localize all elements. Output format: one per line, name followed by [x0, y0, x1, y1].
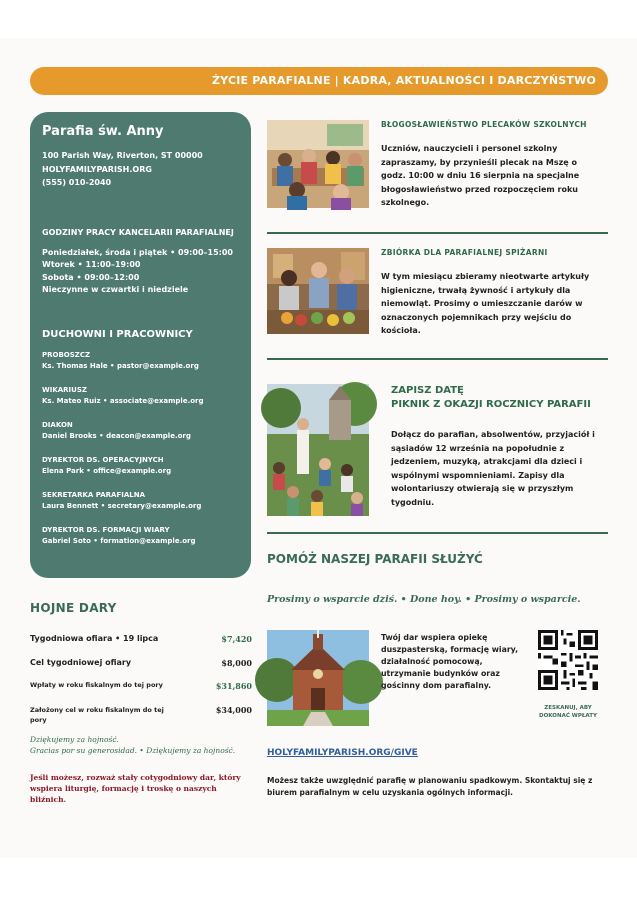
office-hours-line: Poniedziałek, środa i piątek • 09:00–15:00 — [42, 247, 233, 257]
parish-website[interactable]: HOLYFAMILYPARISH.ORG — [42, 164, 152, 174]
staff-contact: Gabriel Soto • formation@example.org — [42, 536, 196, 545]
story-title: ZBIÓRKA DLA PARAFIALNEJ SPIŻARNI — [381, 248, 548, 257]
staff-entry — [42, 385, 239, 407]
story-title-line: PIKNIK Z OKAZJI ROCZNICY PARAFII — [391, 399, 591, 410]
gift-row — [30, 705, 252, 724]
staff-contact: Ks. Mateo Ruiz • associate@example.org — [42, 396, 204, 405]
staff-role: PROBOSZCZ — [42, 350, 91, 359]
staff-contact: Elena Park • office@example.org — [42, 466, 172, 475]
staff-entry — [42, 420, 239, 442]
classroom-photo — [267, 120, 369, 208]
thanks-line: Gracias por su generosidad. • Dziękujemy za hojność. — [30, 746, 236, 755]
section-divider — [267, 232, 608, 234]
pantry-photo — [267, 248, 369, 334]
estate-planning-note: Możesz także uwzględnić parafię w planowaniu spadkowym. Skontaktuj się z biurem parafialnym w celu uzyskania ogólnych informacji. — [267, 776, 593, 797]
staff-role: WIKARIUSZ — [42, 385, 87, 394]
story-title-line: ZAPISZ DATĘ — [391, 385, 464, 396]
qr-code[interactable] — [538, 630, 598, 690]
gift-value: $34,000 — [215, 705, 252, 715]
picnic-photo — [267, 384, 369, 516]
story-body: W tym miesiącu zbieramy nieotwarte artykuły higieniczne, trwałą żywność i artykuły dla niemowląt. Prosimy o umieszczanie darów w oznaczonych pojemnikach przy wejściu do kościoła. — [381, 272, 590, 335]
gift-label: Tygodniowa ofiara • 19 lipca — [30, 634, 159, 643]
story-title — [391, 384, 605, 412]
parish-phone: (555) 010-2040 — [42, 178, 112, 187]
section-divider — [267, 358, 608, 360]
office-hours-line: Wtorek • 11:00–19:00 — [42, 260, 141, 269]
gift-label: Wpłaty w roku fiskalnym do tej pory — [30, 681, 163, 689]
story-food-pantry — [267, 248, 608, 336]
story-body: Uczniów, nauczycieli i personel szkolny zapraszamy, by przynieśli plecak na Mszę o godz. 10:00 w dniu 16 sierpnia na specjalne błogosławieństwo przed rozpoczęciem roku szkolnego. — [381, 144, 580, 207]
staff-contact: Daniel Brooks • deacon@example.org — [42, 431, 191, 440]
story-text — [381, 248, 603, 338]
staff-role: DIAKON — [42, 420, 73, 429]
header-banner: ŻYCIE PARAFIALNE | KADRA, AKTUALNOŚCI I DARCZYŃSTWO — [30, 67, 608, 95]
church-photo — [267, 630, 369, 726]
staff-role: SEKRETARKA PARAFIALNA — [42, 490, 145, 499]
staff-contact: Laura Bennett • secretary@example.org — [42, 501, 202, 510]
story-body: Dołącz do parafian, absolwentów, przyjaciół i sąsiadów 12 września na popołudnie z jedzeniem, muzyką, atrakcjami dla dzieci i wspólnymi wspomnieniami. Zapisy dla wolontariuszy otwierają się w przyszłym tygodniu. — [391, 430, 595, 507]
gifts-title: HOJNE DARY — [30, 601, 117, 615]
gift-label: Założony cel w roku fiskalnym do tej pory — [30, 706, 164, 724]
story-anniversary-picnic — [267, 384, 608, 518]
gift-value: $31,860 — [215, 681, 252, 691]
qr-caption: ZESKANUJ, ABY DOKONAĆ WPŁATY — [539, 705, 597, 719]
story-text — [381, 120, 603, 210]
staff-entry — [42, 525, 239, 547]
help-title: POMÓŻ NASZEJ PARAFII SŁUŻYĆ — [267, 552, 483, 566]
story-text — [391, 384, 605, 509]
give-link[interactable]: HOLYFAMILYPARISH.ORG/GIVE — [267, 748, 418, 758]
staff-entry — [42, 455, 239, 477]
section-divider — [267, 532, 608, 534]
gift-value: $7,420 — [221, 634, 252, 644]
gift-value: $8,000 — [221, 658, 252, 668]
staff-contact: Ks. Thomas Hale • pastor@example.org — [42, 361, 199, 370]
office-hours-line: Sobota • 09:00–12:00 — [42, 272, 140, 282]
office-hours-line: Nieczynne w czwartki i niedziele — [42, 285, 189, 294]
staff-entry — [42, 490, 239, 512]
parish-address: 100 Parish Way, Riverton, ST 00000 — [42, 151, 203, 160]
gift-label: Cel tygodniowej ofiary — [30, 658, 132, 667]
help-tagline: Prosimy o wsparcie dziś. • Done hoy. • Prosimy o wsparcie. — [267, 594, 581, 605]
thanks-line: Dziękujemy za hojność. — [30, 735, 119, 744]
staff-heading: DUCHOWNI I PRACOWNICY — [42, 328, 193, 340]
contact-sidebar — [30, 112, 251, 578]
story-title: BŁOGOSŁAWIEŃSTWO PLECAKÓW SZKOLNYCH — [381, 120, 587, 129]
office-hours-heading: GODZINY PRACY KANCELARII PARAFIALNEJ — [42, 227, 234, 237]
giving-appeal: Jeśli możesz, rozważ stały cotygodniowy dar, który wspiera liturgię, formację i troskę o naszych bliźnich. — [30, 773, 241, 804]
thanks-note — [30, 734, 235, 756]
help-text: Twój dar wspiera opiekę duszpasterską, formację wiary, działalność pomocową, utrzymanie budynków oraz gościnny dom parafialny. — [381, 633, 519, 690]
parish-name: Parafia św. Anny — [42, 124, 164, 139]
staff-role: DYREKTOR DS. FORMACJI WIARY — [42, 525, 170, 534]
story-backpack-blessing — [267, 120, 608, 210]
staff-role: DYREKTOR DS. OPERACYJNYCH — [42, 455, 164, 464]
staff-entry — [42, 350, 239, 372]
page — [0, 38, 637, 858]
